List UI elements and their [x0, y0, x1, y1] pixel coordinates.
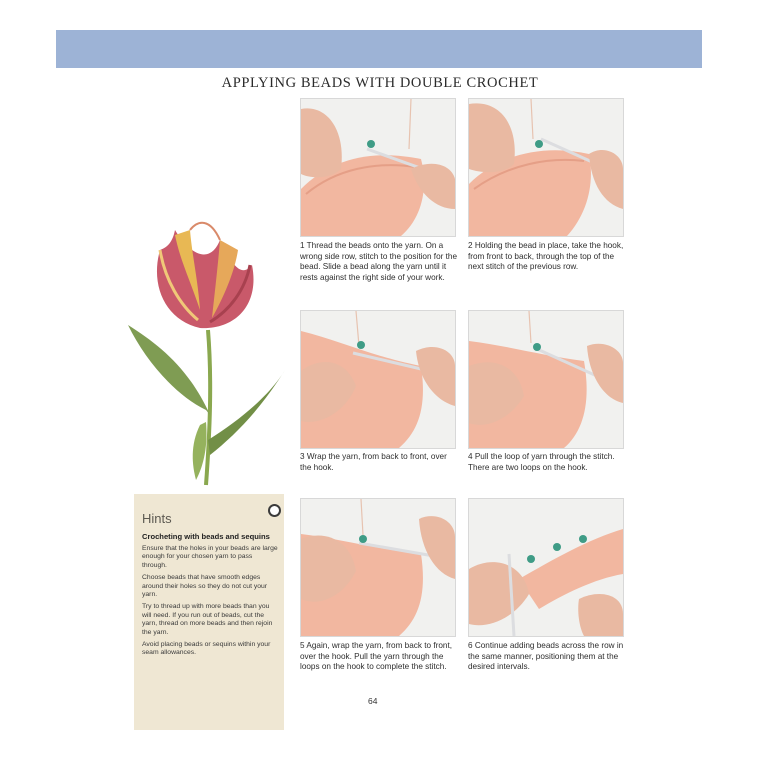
hints-list — [142, 545, 278, 662]
eyelet-icon — [268, 504, 281, 517]
hint-item: Try to thread up with more beads than you will need. If you run out of beads, cut the yarn, thread on more beads and then rejoin the yarn. — [142, 603, 273, 636]
crochet-photo-3 — [301, 311, 455, 448]
hint-item: Ensure that the holes in your beads are large enough for your chosen yarn to pass through. — [142, 545, 278, 569]
page-title: APPLYING BEADS WITH DOUBLE CROCHET — [221, 75, 539, 91]
step-1-photo — [300, 98, 456, 237]
page-number: 64 — [368, 696, 378, 706]
step-4-photo — [468, 310, 624, 449]
crochet-photo-5 — [301, 499, 455, 636]
crochet-photo-2 — [469, 99, 623, 236]
step-5-photo — [300, 498, 456, 637]
step-6-photo — [468, 498, 624, 637]
crochet-photo-1 — [301, 99, 455, 236]
step-3-caption: 3 Wrap the yarn, from back to front, over the hook. — [300, 452, 447, 472]
header-banner — [56, 30, 702, 68]
step-1-caption: 1 Thread the beads onto the yarn. On a wrong side row, stitch to the position for the bead. Slide a bead along the yarn until it rests against the right side of your work. — [300, 241, 458, 282]
crochet-photo-4 — [469, 311, 623, 448]
crochet-photo-6 — [469, 499, 623, 636]
tulip-illustration — [120, 210, 290, 490]
hint-item: Avoid placing beads or sequins within your seam allowances. — [142, 641, 271, 657]
step-3-photo — [300, 310, 456, 449]
step-4-caption: 4 Pull the loop of yarn through the stitch. There are two loops on the hook. — [468, 452, 615, 472]
hints-title: Hints — [142, 511, 172, 526]
step-6-caption: 6 Continue adding beads across the row in the same manner, positioning them at the desired intervals. — [468, 641, 624, 672]
step-2-caption: 2 Holding the bead in place, take the hook, from front to back, through the top of the next stitch of the previous row. — [468, 241, 624, 272]
hints-subtitle: Crocheting with beads and sequins — [142, 532, 270, 541]
hints-card — [134, 494, 284, 730]
step-2-photo — [468, 98, 624, 237]
step-5-caption: 5 Again, wrap the yarn, from back to front, over the hook. Pull the yarn through the loops on the hook to complete the stitch. — [300, 641, 452, 672]
hint-item: Choose beads that have smooth edges around their holes so they do not cut your yarn. — [142, 574, 268, 599]
